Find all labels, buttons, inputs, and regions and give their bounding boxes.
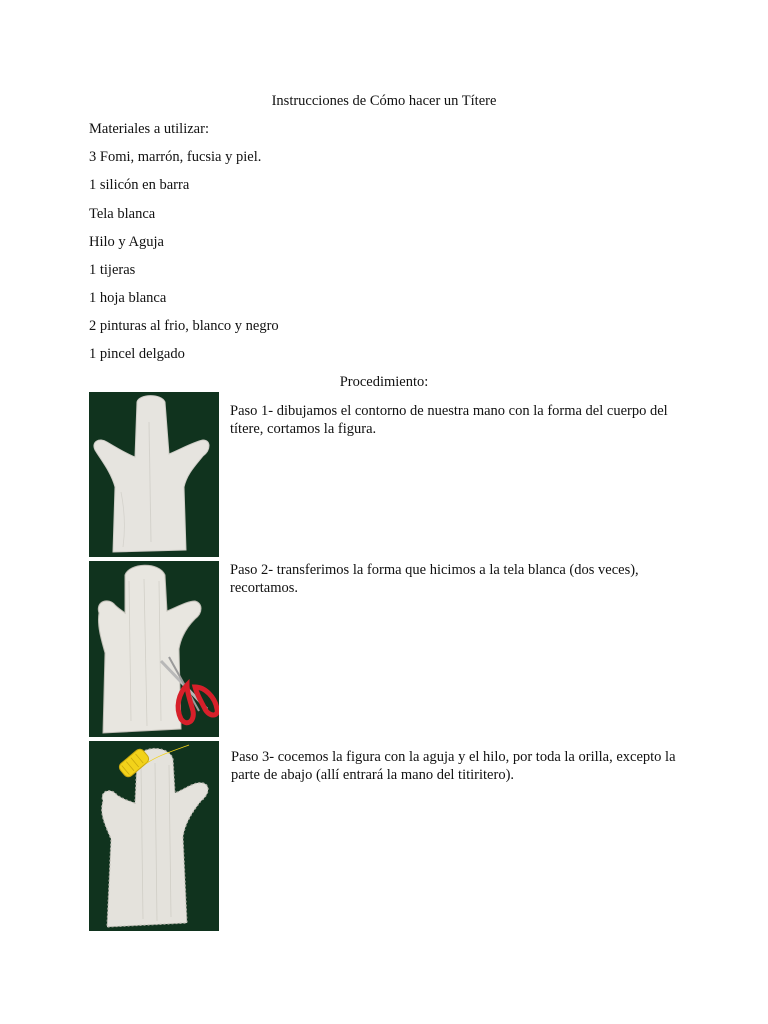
step-2-text: Paso 2- transferimos la forma que hicimos a la tela blanca (dos veces), recortamos. xyxy=(230,562,639,596)
material-item: 1 silicón en barra xyxy=(89,177,190,193)
sewn-fabric-and-thread-image xyxy=(89,741,219,931)
step-2-photo xyxy=(89,561,219,737)
procedure-heading: Procedimiento: xyxy=(339,374,429,390)
step-1-text: Paso 1- dibujamos el contorno de nuestra mano con la forma del cuerpo del títere, cortamos la figura. xyxy=(230,403,668,437)
material-item: 1 tijeras xyxy=(89,262,136,278)
material-item: 1 hoja blanca xyxy=(89,290,167,306)
step-3-text: Paso 3- cocemos la figura con la aguja y el hilo, por toda la orilla, excepto la parte de abajo (allí entrará la mano del titiritero). xyxy=(231,749,676,783)
material-item: Hilo y Aguja xyxy=(89,234,164,250)
material-item: 3 Fomi, marrón, fucsia y piel. xyxy=(89,149,262,165)
material-item: Tela blanca xyxy=(89,206,156,222)
fabric-and-scissors-image xyxy=(89,561,219,737)
material-item: 1 pincel delgado xyxy=(89,346,185,362)
page-title: Instrucciones de Cómo hacer un Títere xyxy=(271,93,497,109)
step-1-photo xyxy=(89,392,219,557)
step-3-photo xyxy=(89,741,219,931)
puppet-paper-cutout-image xyxy=(89,392,219,557)
material-item: 2 pinturas al frio, blanco y negro xyxy=(89,318,279,334)
materials-heading: Materiales a utilizar: xyxy=(89,121,209,137)
